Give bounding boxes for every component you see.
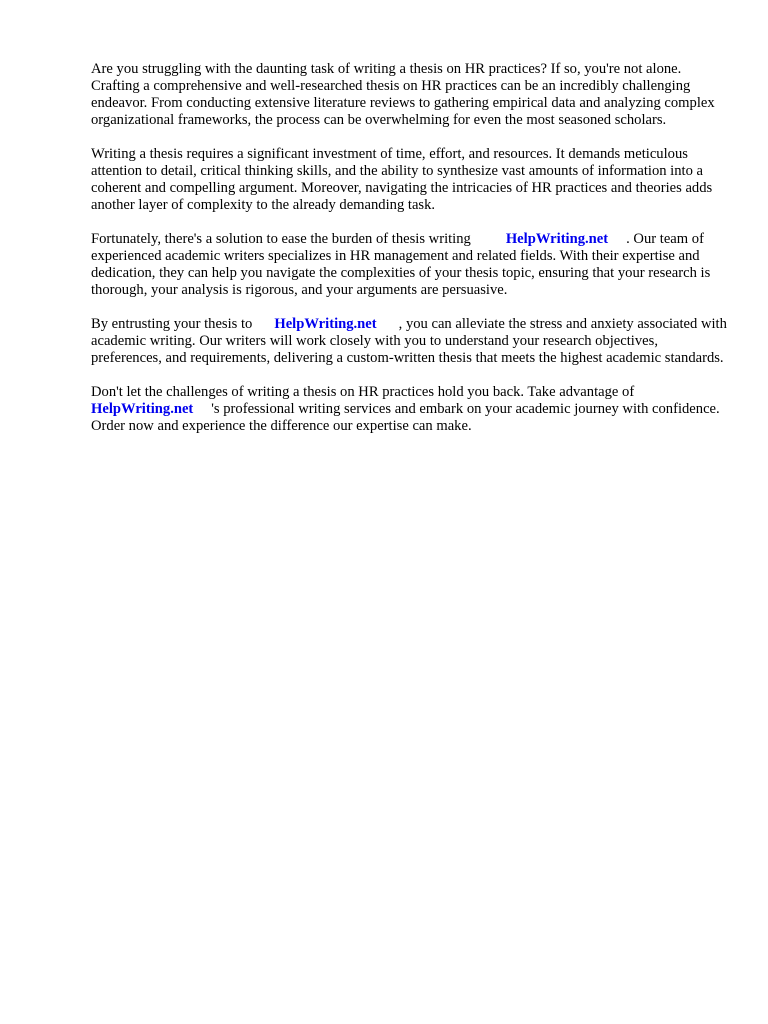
paragraph-closing xyxy=(91,384,731,435)
paragraph-solution-text-after: . Our team of experienced academic writers specializes in HR management and related fields. With their expertise and dedication, they can help you navigate the complexities of your thesis topic, ensuring that your research is thorough, your analysis is rigorous, and your arguments are persuasive. xyxy=(91,231,711,298)
paragraph-entrusting-text-after: , you can alleviate the stress and anxiety associated with academic writing. Our writers will work closely with you to understand your research objectives, preferences, and requirements, delivering a custom-written thesis that meets the highest academic standards. xyxy=(91,316,727,366)
paragraph-solution xyxy=(91,231,731,299)
helpwriting-link-1[interactable]: HelpWriting.net xyxy=(505,231,609,247)
paragraph-closing-text-after: 's professional writing services and embark on your academic journey with confidence. Order now and experience the difference our expertise can make. xyxy=(91,401,720,434)
paragraph-closing-text-before: Don't let the challenges of writing a thesis on HR practices hold you back. Take advantage of xyxy=(91,384,635,400)
paragraph-entrusting-text-before: By entrusting your thesis to xyxy=(91,316,253,332)
paragraph-investment: Writing a thesis requires a significant investment of time, effort, and resources. It demands meticulous attention to detail, critical thinking skills, and the ability to synthesize vast amounts of information into a coherent and compelling argument. Moreover, navigating the intricacies of HR practices and theories adds another layer of complexity to the already demanding task. xyxy=(91,146,713,213)
paragraph-entrusting xyxy=(91,316,731,367)
paragraph-intro: Are you struggling with the daunting task of writing a thesis on HR practices? If so, you're not alone. Crafting a comprehensive and well-researched thesis on HR practices can be an incredibly challenging endeavor. From conducting extensive literature reviews to gathering empirical data and analyzing complex organizational frameworks, the process can be overwhelming for even the most seasoned scholars. xyxy=(91,61,715,128)
document-body xyxy=(91,61,731,452)
helpwriting-link-2[interactable]: HelpWriting.net xyxy=(274,316,377,332)
paragraph-solution-text-before: Fortunately, there's a solution to ease the burden of thesis writing xyxy=(91,231,471,247)
helpwriting-link-3[interactable]: HelpWriting.net xyxy=(91,401,194,417)
